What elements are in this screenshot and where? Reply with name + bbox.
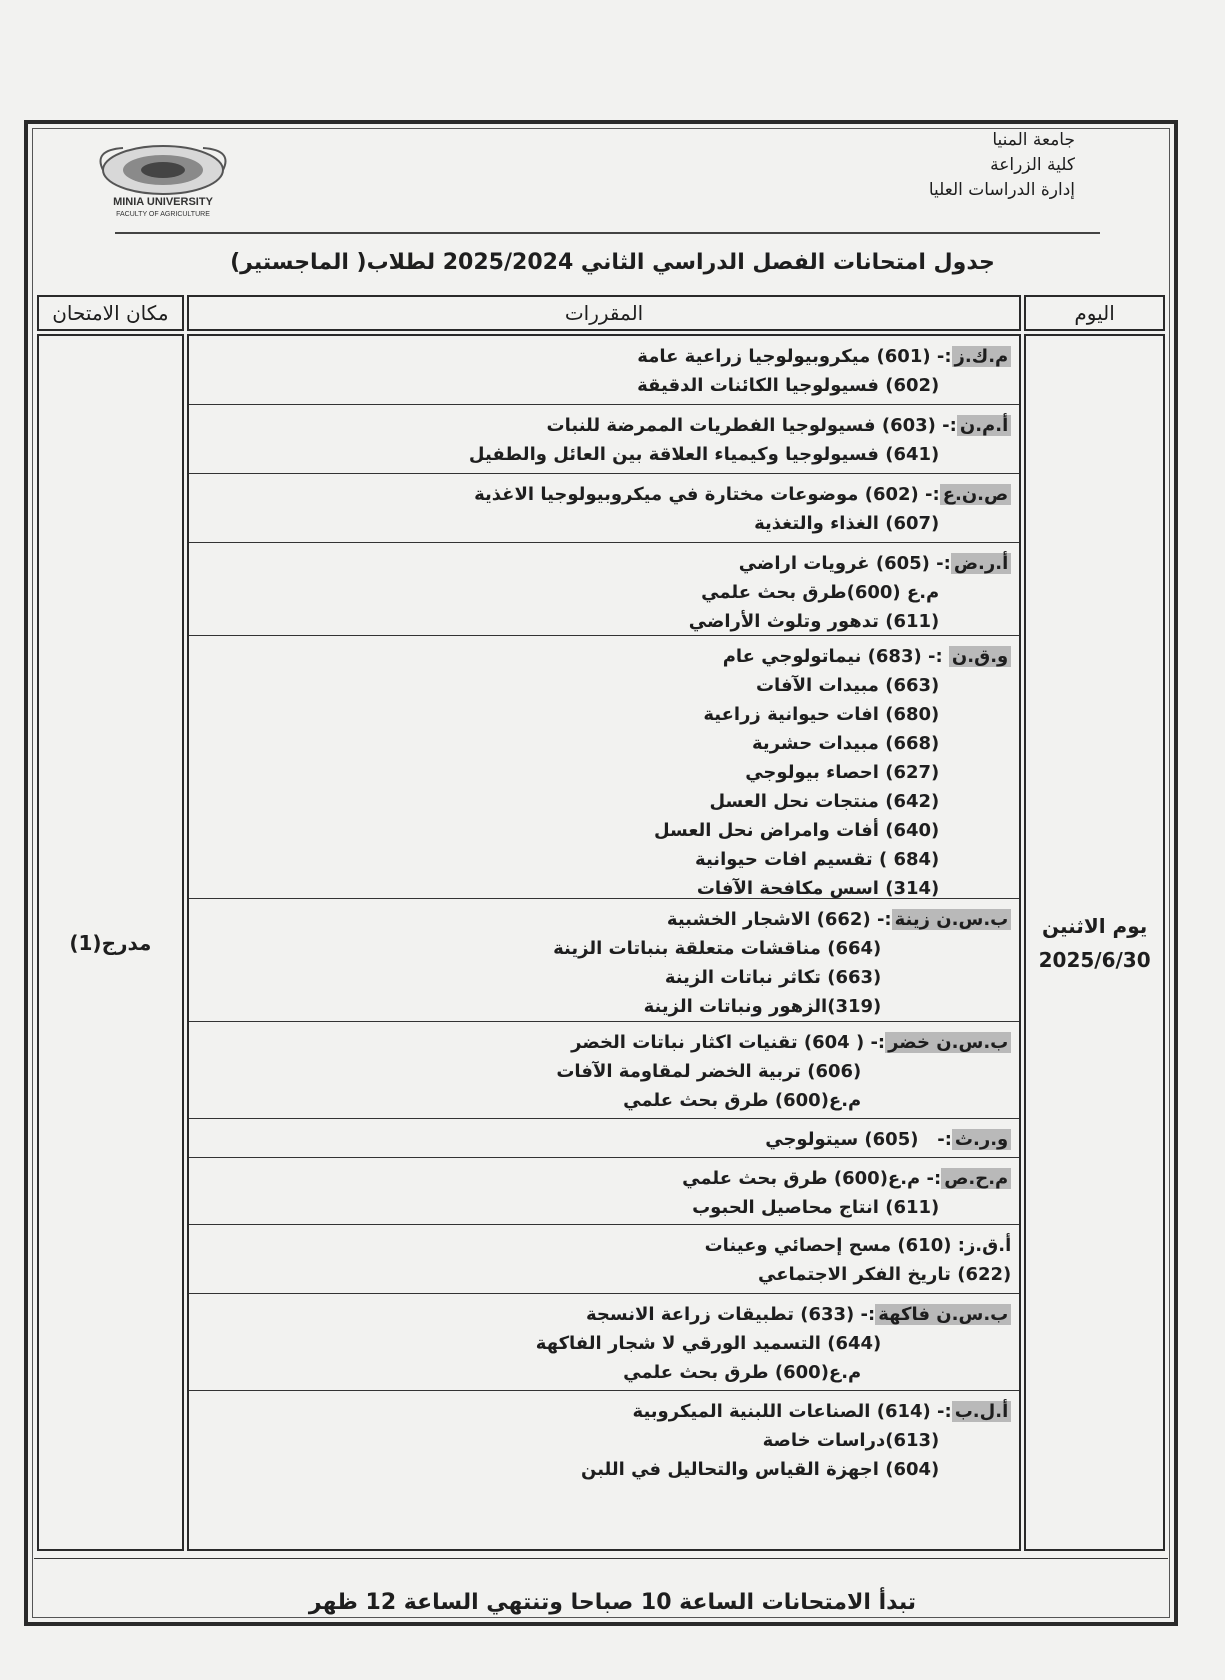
course-line: (605) غرويات اراضي <box>738 553 930 574</box>
course-line: (683) نيماتولوجي عام <box>722 646 922 667</box>
course-line: (602) فسيولوجيا الكائنات الدقيقة <box>637 375 940 396</box>
day-date: 2025/6/30 <box>1038 947 1151 972</box>
course-line: (662) الاشجار الخشبية <box>666 909 871 930</box>
page-title: جدول امتحانات الفصل الدراسي الثاني 2025/2024 لطلاب( الماجستير) <box>230 250 995 275</box>
faculty-name: كلية الزراعة <box>990 155 1075 175</box>
day-cell <box>1024 334 1165 1551</box>
course-line: (680) افات حيوانية زراعية <box>703 704 940 725</box>
course-group: و.ق.ن :- (683) نيماتولوجي عام (663) مبيدات الآفات (680) افات حيوانية زراعية (668) مبيدات حشرية (627) احصاء بيولوجي (642) منتجات نحل العسل (640) أفات وامراض نحل العسل (684 ) تقسيم افات حيوانية (314) اسس مكافحة الآفات <box>189 636 1019 899</box>
course-group: أ.ق.ز: (610) مسح إحصائي وعينات (622) تاريخ الفكر الاجتماعي <box>189 1225 1019 1294</box>
group-code: ب.س.ن زينة <box>892 909 1012 930</box>
course-line: (611) انتاج محاصيل الحبوب <box>692 1197 940 1218</box>
course-line: (663) تكاثر نباتات الزينة <box>664 967 882 988</box>
course-group: أ.ر.ض:- (605) غرويات اراضي م.ع (600)طرق بحث علمي (611) تدهور وتلوث الأراضي <box>189 543 1019 636</box>
course-group: ب.س.ن خضر:- ( 604) تقنيات اكثار نباتات الخضر (606) تربية الخضر لمقاومة الآفات م.ع(600) طرق بحث علمي <box>189 1022 1019 1119</box>
column-header-day: اليوم <box>1024 295 1165 331</box>
course-group: م.ك.ز:- (601) ميكروبيولوجيا زراعية عامة (602) فسيولوجيا الكائنات الدقيقة <box>189 336 1019 405</box>
department-name: إدارة الدراسات العليا <box>928 180 1075 200</box>
courses-cell <box>187 334 1021 1551</box>
group-code: أ.ر.ض <box>951 553 1011 574</box>
course-line: (601) ميكروبيولوجيا زراعية عامة <box>637 346 931 367</box>
course-line: (627) احصاء بيولوجي <box>745 762 940 783</box>
course-group: م.ح.ص:- م.ع(600) طرق بحث علمي (611) انتاج محاصيل الحبوب <box>189 1158 1019 1225</box>
course-group: أ.م.ن:- (603) فسيولوجيا الفطريات الممرضة للنبات (641) فسيولوجيا وكيمياء العلاقة بين العائل والطفيل <box>189 405 1019 474</box>
group-code: م.ك.ز <box>952 346 1012 367</box>
group-code: و.ر.ث <box>952 1129 1011 1150</box>
course-line: (610) مسح إحصائي وعينات <box>704 1235 952 1256</box>
header-divider <box>115 232 1100 234</box>
course-line: (622) تاريخ الفكر الاجتماعي <box>758 1264 1012 1285</box>
course-group: ب.س.ن فاكهة:- (633) تطبيقات زراعة الانسجة (644) التسميد الورقي لا شجار الفاكهة م.ع(600) طرق بحث علمي <box>189 1294 1019 1391</box>
column-header-courses: المقررات <box>187 295 1021 331</box>
group-code: أ.ق.ز <box>964 1235 1012 1256</box>
course-line: (314) اسس مكافحة الآفات <box>696 878 940 899</box>
group-code: أ.م.ن <box>957 415 1011 436</box>
footer-note: تبدأ الامتحانات الساعة 10 صباحا وتنتهي الساعة 12 ظهر <box>308 1590 917 1615</box>
group-code: أ.ل.ب <box>952 1401 1012 1422</box>
course-line: (644) التسميد الورقي لا شجار الفاكهة <box>535 1333 882 1354</box>
course-line: (603) فسيولوجيا الفطريات الممرضة للنبات <box>546 415 936 436</box>
group-code: ص.ن.ع <box>940 484 1012 505</box>
course-line: ( 604) تقنيات اكثار نباتات الخضر <box>571 1032 865 1053</box>
course-line: (602) موضوعات مختارة في ميكروبيولوجيا الاغذية <box>474 484 919 505</box>
place-cell: مدرج(1) <box>37 334 184 1551</box>
course-line: م.ع(600) طرق بحث علمي <box>623 1090 862 1111</box>
course-group: ص.ن.ع:- (602) موضوعات مختارة في ميكروبيولوجيا الاغذية (607) الغذاء والتغذية <box>189 474 1019 543</box>
exam-schedule-table <box>34 292 1168 1554</box>
course-line: م.ع(600) طرق بحث علمي <box>682 1168 921 1189</box>
course-line: م.ع(600) طرق بحث علمي <box>623 1362 862 1383</box>
university-logo <box>78 140 248 220</box>
course-line: (607) الغذاء والتغذية <box>754 513 940 534</box>
header-block <box>929 128 1075 203</box>
logo-text-1: MINIA UNIVERSITY <box>113 196 213 208</box>
course-line: (684 ) تقسيم افات حيوانية <box>695 849 940 870</box>
university-name: جامعة المنيا <box>992 130 1075 150</box>
group-code: ب.س.ن فاكهة <box>875 1304 1011 1325</box>
course-line: (319)الزهور ونباتات الزينة <box>643 996 882 1017</box>
group-code: و.ق.ن <box>949 646 1011 667</box>
course-line: (668) مبيدات حشرية <box>752 733 940 754</box>
course-line: (613)دراسات خاصة <box>762 1430 940 1451</box>
table-header-row <box>37 295 1165 331</box>
course-line: (640) أفات وامراض نحل العسل <box>653 820 940 841</box>
course-line: (663) مبيدات الآفات <box>755 675 940 696</box>
course-line: (664) مناقشات متعلقة بنباتات الزينة <box>553 938 882 959</box>
course-group: و.ر.ث:- (605) سيتولوجي <box>189 1119 1019 1158</box>
course-line: (606) تربية الخضر لمقاومة الآفات <box>556 1061 862 1082</box>
course-line: (641) فسيولوجيا وكيمياء العلاقة بين العائل والطفيل <box>468 444 940 465</box>
course-line: م.ع (600)طرق بحث علمي <box>701 582 940 603</box>
group-code: ب.س.ن خضر <box>885 1032 1011 1053</box>
day-name: يوم الاثنين <box>1041 913 1148 938</box>
course-line: (642) منتجات نحل العسل <box>709 791 940 812</box>
column-header-place: مكان الامتحان <box>37 295 184 331</box>
course-line: (604) اجهزة القياس والتحاليل في اللبن <box>581 1459 940 1480</box>
course-line: (611) تدهور وتلوث الأراضي <box>688 611 940 632</box>
course-group: ب.س.ن زينة:- (662) الاشجار الخشبية (664) مناقشات متعلقة بنباتات الزينة (663) تكاثر نباتات الزينة (319)الزهور ونباتات الزينة <box>189 899 1019 1022</box>
group-code: م.ح.ص <box>941 1168 1011 1189</box>
logo-text-2: FACULTY OF AGRICULTURE <box>116 211 210 218</box>
course-line: (605) سيتولوجي <box>765 1129 919 1150</box>
course-group: أ.ل.ب:- (614) الصناعات اللبنية الميكروبية (613)دراسات خاصة (604) اجهزة القياس والتحاليل في اللبن <box>189 1391 1019 1487</box>
course-line: (633) تطبيقات زراعة الانسجة <box>585 1304 855 1325</box>
course-line: (614) الصناعات اللبنية الميكروبية <box>632 1401 931 1422</box>
table-row <box>37 334 1165 1551</box>
